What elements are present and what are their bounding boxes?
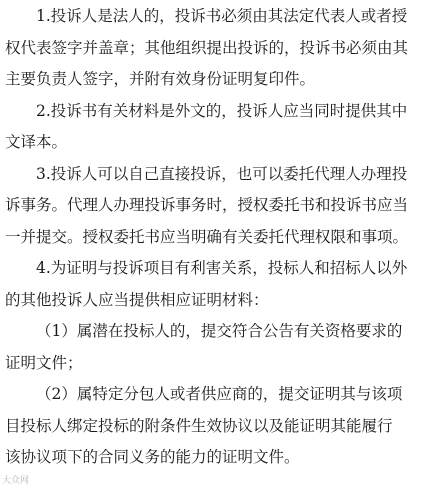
paragraph-1-line-3: 主要负责人签字，并附有效身份证明复印件。 xyxy=(5,70,316,88)
paragraph-3-line-2: 诉事务。代理人办理投诉事务时，授权委托书和投诉书应当 xyxy=(5,196,409,214)
item-2-line-1: （2）属特定分包人或者供应商的，提交证明其与该项 xyxy=(36,385,403,403)
paragraph-2-line-1: 2.投诉书有关材料是外文的，投诉人应当同时提供其中 xyxy=(36,102,408,120)
paragraph-4-line-2: 的其他投诉人应当提供相应证明材料： xyxy=(5,291,269,309)
paragraph-3-line-3: 一并提交。授权委托书应当明确有关委托代理权限和事项。 xyxy=(5,228,409,246)
paragraph-3-line-1: 3.投诉人可以自己直接投诉，也可以委托代理人办理投 xyxy=(36,165,408,183)
paragraph-1-line-1: 1.投诉人是法人的，投诉书必须由其法定代表人或者授 xyxy=(36,7,408,25)
watermark: 大众网 xyxy=(2,476,30,486)
item-2-line-2: 目投标人绑定投标的附条件生效协议以及能证明其能履行 xyxy=(5,417,393,435)
item-1-line-2: 证明文件； xyxy=(5,354,83,372)
item-1-line-1: （1）属潜在投标人的，提交符合公告有关资格要求的 xyxy=(36,322,403,340)
paragraph-1-line-2: 权代表签字并盖章；其他组织提出投诉的，投诉书必须由其 xyxy=(5,39,409,57)
paragraph-4-line-1: 4.为证明与投诉项目有利害关系，投标人和招标人以外 xyxy=(36,259,408,277)
item-2-line-3: 该协议项下的合同义务的能力的证明文件。 xyxy=(5,448,300,466)
paragraph-2-line-2: 文译本。 xyxy=(5,133,68,151)
